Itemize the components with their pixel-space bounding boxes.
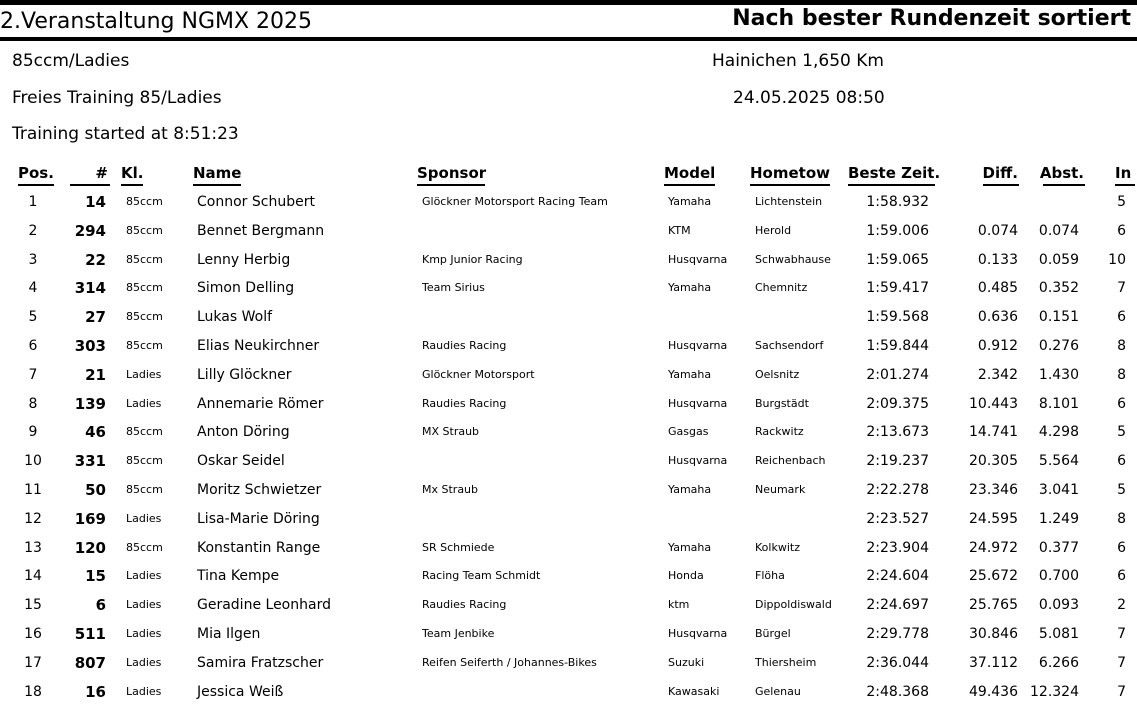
cell-in: 7	[1117, 684, 1126, 700]
table-row	[0, 361, 1137, 389]
cell-best: 2:19.237	[866, 453, 929, 469]
cell-in: 7	[1117, 655, 1126, 671]
cell-gap: 0.276	[1038, 338, 1079, 354]
cell-in: 6	[1117, 453, 1126, 469]
table-row	[0, 591, 1137, 619]
cell-model: Husqvarna	[668, 454, 728, 467]
cell-name: Elias Neukirchner	[197, 338, 320, 354]
cell-diff: 0.133	[977, 252, 1018, 268]
cell-num: 511	[74, 625, 106, 643]
cell-class: 85ccm	[126, 253, 163, 266]
cell-sponsor: Glöckner Motorsport Racing Team	[422, 195, 608, 208]
cell-sponsor: Raudies Racing	[422, 598, 507, 611]
cell-best: 2:22.278	[866, 482, 929, 498]
cell-in: 7	[1117, 626, 1126, 642]
cell-in: 2	[1117, 597, 1126, 613]
col-num-header: #	[95, 164, 108, 182]
cell-num: 15	[85, 567, 106, 585]
cell-name: Anton Döring	[197, 424, 290, 440]
cell-name: Lenny Herbig	[197, 252, 291, 268]
cell-in: 5	[1117, 424, 1126, 440]
col-gap-header: Abst.	[1039, 164, 1084, 182]
cell-model: Gasgas	[668, 425, 709, 438]
event-title: 2.Veranstaltung NGMX 2025	[0, 9, 313, 34]
underline-in	[1115, 184, 1135, 186]
cell-hometown: Herold	[755, 224, 792, 237]
table-row	[0, 274, 1137, 302]
cell-diff: 20.305	[969, 453, 1018, 469]
cell-class: Ladies	[126, 685, 162, 698]
cell-gap: 0.074	[1038, 223, 1079, 239]
track-label: Hainichen 1,650 Km	[712, 51, 884, 71]
col-model-header: Model	[664, 164, 716, 182]
underline-pos	[18, 184, 54, 186]
cell-diff: 14.741	[969, 424, 1018, 440]
cell-best: 2:09.375	[866, 396, 929, 412]
cell-class: Ladies	[126, 397, 162, 410]
cell-sponsor: Raudies Racing	[422, 397, 507, 410]
cell-model: Yamaha	[668, 368, 712, 381]
cell-name: Annemarie Römer	[197, 396, 324, 412]
cell-class: 85ccm	[126, 195, 163, 208]
cell-model: Honda	[668, 569, 704, 582]
cell-sponsor: Racing Team Schmidt	[422, 569, 541, 582]
table-row	[0, 562, 1137, 590]
cell-hometown: Rackwitz	[755, 425, 804, 438]
col-best-header: Beste Zeit.	[848, 164, 941, 182]
cell-name: Konstantin Range	[197, 540, 321, 556]
table-row	[0, 418, 1137, 446]
cell-name: Lisa-Marie Döring	[197, 511, 320, 527]
cell-diff: 25.672	[969, 568, 1018, 584]
cell-num: 294	[74, 222, 106, 240]
cell-best: 2:01.274	[866, 367, 929, 383]
cell-class: 85ccm	[126, 541, 163, 554]
cell-name: Connor Schubert	[197, 194, 315, 210]
cell-name: Samira Fratzscher	[197, 655, 324, 671]
cell-diff: 0.912	[977, 338, 1018, 354]
cell-best: 2:24.604	[866, 568, 929, 584]
cell-in: 6	[1117, 540, 1126, 556]
cell-hometown: Neumark	[755, 483, 806, 496]
cell-pos: 2	[28, 223, 38, 239]
cell-class: Ladies	[126, 569, 162, 582]
cell-gap: 0.093	[1038, 597, 1079, 613]
col-class-header: Kl.	[121, 164, 144, 182]
cell-in: 8	[1117, 367, 1126, 383]
cell-diff: 23.346	[969, 482, 1018, 498]
cell-num: 50	[85, 481, 106, 499]
table-row	[0, 246, 1137, 274]
cell-num: 139	[74, 395, 106, 413]
cell-best: 1:59.844	[866, 338, 929, 354]
cell-num: 331	[74, 452, 106, 470]
cell-pos: 10	[24, 453, 42, 469]
cell-in: 6	[1117, 396, 1126, 412]
cell-name: Geradine Leonhard	[197, 597, 331, 613]
table-row	[0, 620, 1137, 648]
col-hometown-header: Hometow	[750, 164, 830, 182]
cell-gap: 0.377	[1038, 540, 1079, 556]
cell-class: Ladies	[126, 598, 162, 611]
cell-in: 8	[1117, 338, 1126, 354]
cell-gap: 5.564	[1038, 453, 1079, 469]
cell-gap: 6.266	[1038, 655, 1079, 671]
cell-class: 85ccm	[126, 454, 163, 467]
cell-name: Moritz Schwietzer	[197, 482, 322, 498]
cell-best: 1:58.932	[866, 194, 929, 210]
underline-diff	[983, 184, 1019, 186]
cell-best: 2:23.904	[866, 540, 929, 556]
cell-in: 5	[1117, 194, 1126, 210]
table-row	[0, 303, 1137, 331]
cell-best: 2:13.673	[866, 424, 929, 440]
table-row	[0, 332, 1137, 360]
cell-diff: 24.972	[969, 540, 1018, 556]
cell-name: Bennet Bergmann	[197, 223, 325, 239]
cell-hometown: Gelenau	[755, 685, 801, 698]
cell-best: 2:24.697	[866, 597, 929, 613]
cell-pos: 6	[28, 338, 38, 354]
cell-gap: 8.101	[1038, 396, 1079, 412]
cell-pos: 9	[28, 424, 38, 440]
cell-num: 314	[74, 279, 106, 297]
cell-gap: 12.324	[1030, 684, 1079, 700]
col-name-header: Name	[193, 164, 242, 182]
cell-sponsor: Team Jenbike	[422, 627, 495, 640]
cell-model: KTM	[668, 224, 691, 237]
table-row	[0, 476, 1137, 504]
cell-model: Kawasaki	[668, 685, 720, 698]
cell-class: 85ccm	[126, 281, 163, 294]
cell-in: 6	[1117, 223, 1126, 239]
cell-best: 1:59.417	[866, 280, 929, 296]
cell-diff: 25.765	[969, 597, 1018, 613]
table-row	[0, 505, 1137, 533]
cell-model: Husqvarna	[668, 253, 728, 266]
cell-in: 7	[1117, 280, 1126, 296]
table-header	[0, 164, 1137, 185]
cell-num: 807	[74, 654, 106, 672]
cell-model: Yamaha	[668, 541, 712, 554]
cell-hometown: Bürgel	[755, 627, 791, 640]
cell-class: Ladies	[126, 656, 162, 669]
cell-hometown: Dippoldiswald	[755, 598, 832, 611]
cell-class: Ladies	[126, 512, 162, 525]
cell-pos: 8	[28, 396, 38, 412]
cell-class: 85ccm	[126, 339, 163, 352]
cell-num: 27	[85, 308, 106, 326]
cell-hometown: Kolkwitz	[755, 541, 800, 554]
cell-model: ktm	[668, 598, 690, 611]
cell-pos: 5	[28, 309, 38, 325]
cell-diff: 30.846	[969, 626, 1018, 642]
col-diff-header: Diff.	[982, 164, 1018, 182]
cell-pos: 1	[28, 194, 38, 210]
cell-best: 2:48.368	[866, 684, 929, 700]
table-row	[0, 649, 1137, 677]
cell-pos: 15	[24, 597, 42, 613]
cell-name: Lukas Wolf	[197, 309, 273, 325]
underline-class	[121, 184, 143, 186]
cell-gap: 4.298	[1038, 424, 1079, 440]
start-time-label: Training started at 8:51:23	[12, 124, 239, 144]
cell-name: Lilly Glöckner	[197, 367, 292, 383]
title-rule	[0, 37, 1137, 41]
cell-model: Yamaha	[668, 483, 712, 496]
table-row	[0, 447, 1137, 475]
cell-hometown: Lichtenstein	[755, 195, 823, 208]
cell-num: 46	[85, 423, 106, 441]
underline-name	[193, 184, 241, 186]
cell-class: Ladies	[126, 368, 162, 381]
underline-sponsor	[417, 184, 485, 186]
col-in-header: In	[1115, 164, 1132, 182]
cell-num: 22	[85, 251, 106, 269]
cell-model: Husqvarna	[668, 397, 728, 410]
cell-diff: 0.074	[977, 223, 1018, 239]
cell-hometown: Oelsnitz	[755, 368, 800, 381]
top-rule	[0, 0, 1137, 5]
cell-in: 5	[1117, 482, 1126, 498]
cell-name: Mia Ilgen	[197, 626, 261, 642]
cell-pos: 16	[24, 626, 42, 642]
session-label: Freies Training 85/Ladies	[12, 88, 222, 108]
cell-num: 169	[74, 510, 106, 528]
cell-hometown: Flöha	[755, 569, 785, 582]
cell-in: 8	[1117, 511, 1126, 527]
cell-num: 21	[85, 366, 106, 384]
cell-sponsor: Glöckner Motorsport	[422, 368, 535, 381]
cell-name: Oskar Seidel	[197, 453, 285, 469]
cell-model: Yamaha	[668, 281, 712, 294]
cell-best: 1:59.568	[866, 309, 929, 325]
cell-model: Suzuki	[668, 656, 705, 669]
cell-hometown: Burgstädt	[755, 397, 809, 410]
cell-class: 85ccm	[126, 310, 163, 323]
cell-sponsor: SR Schmiede	[422, 541, 495, 554]
cell-sponsor: Reifen Seiferth / Johannes-Bikes	[422, 656, 597, 669]
cell-name: Tina Kempe	[197, 568, 280, 584]
cell-num: 120	[74, 539, 106, 557]
cell-best: 1:59.065	[866, 252, 929, 268]
cell-in: 6	[1117, 568, 1126, 584]
cell-name: Jessica Weiß	[197, 684, 284, 700]
cell-hometown: Sachsendorf	[755, 339, 824, 352]
cell-hometown: Reichenbach	[755, 454, 826, 467]
cell-num: 303	[74, 337, 106, 355]
underline-num	[70, 184, 110, 186]
cell-diff: 0.636	[977, 309, 1018, 325]
cell-diff: 24.595	[969, 511, 1018, 527]
cell-pos: 14	[24, 568, 42, 584]
cell-in: 6	[1117, 309, 1126, 325]
class-label: 85ccm/Ladies	[12, 51, 130, 71]
cell-name: Simon Delling	[197, 280, 295, 296]
date-time-label: 24.05.2025 08:50	[733, 88, 885, 108]
cell-model: Husqvarna	[668, 339, 728, 352]
cell-num: 6	[95, 596, 106, 614]
cell-gap: 3.041	[1038, 482, 1079, 498]
cell-best: 1:59.006	[866, 223, 929, 239]
underline-gap	[1043, 184, 1085, 186]
cell-pos: 3	[28, 252, 38, 268]
table-row	[0, 390, 1137, 418]
cell-diff: 0.485	[977, 280, 1018, 296]
cell-class: 85ccm	[126, 425, 163, 438]
cell-hometown: Chemnitz	[755, 281, 808, 294]
cell-gap: 0.059	[1038, 252, 1079, 268]
cell-best: 2:36.044	[866, 655, 929, 671]
cell-sponsor: Team Sirius	[422, 281, 485, 294]
cell-pos: 4	[28, 280, 38, 296]
cell-pos: 17	[24, 655, 42, 671]
cell-num: 14	[85, 193, 106, 211]
table-row	[0, 534, 1137, 562]
cell-hometown: Thiersheim	[755, 656, 817, 669]
cell-sponsor: Kmp Junior Racing	[422, 253, 523, 266]
underline-hometown	[750, 184, 830, 186]
table-row	[0, 188, 1137, 216]
cell-hometown: Schwabhause	[755, 253, 831, 266]
cell-gap: 1.430	[1038, 367, 1079, 383]
cell-class: 85ccm	[126, 224, 163, 237]
cell-diff: 37.112	[969, 655, 1018, 671]
cell-class: Ladies	[126, 627, 162, 640]
cell-gap: 0.151	[1038, 309, 1079, 325]
cell-sponsor: Mx Straub	[422, 483, 479, 496]
cell-sponsor: MX Straub	[422, 425, 480, 438]
cell-pos: 7	[28, 367, 38, 383]
cell-class: 85ccm	[126, 483, 163, 496]
cell-num: 16	[85, 683, 106, 701]
cell-in: 10	[1108, 252, 1126, 268]
cell-pos: 12	[24, 511, 42, 527]
sort-note: Nach bester Rundenzeit sortiert	[732, 6, 1131, 31]
cell-gap: 0.700	[1038, 568, 1079, 584]
cell-pos: 18	[24, 684, 42, 700]
cell-model: Husqvarna	[668, 627, 728, 640]
cell-sponsor: Raudies Racing	[422, 339, 507, 352]
cell-gap: 0.352	[1038, 280, 1079, 296]
cell-diff: 49.436	[969, 684, 1018, 700]
cell-model: Yamaha	[668, 195, 712, 208]
underline-best	[848, 184, 935, 186]
col-pos-header: Pos.	[18, 164, 54, 182]
cell-gap: 5.081	[1038, 626, 1079, 642]
cell-best: 2:29.778	[866, 626, 929, 642]
cell-pos: 11	[24, 482, 42, 498]
cell-pos: 13	[24, 540, 42, 556]
cell-diff: 10.443	[969, 396, 1018, 412]
cell-diff: 2.342	[977, 367, 1018, 383]
cell-best: 2:23.527	[866, 511, 929, 527]
table-row	[0, 217, 1137, 245]
col-sponsor-header: Sponsor	[417, 164, 487, 182]
underline-model	[664, 184, 715, 186]
table-row	[0, 678, 1137, 706]
cell-gap: 1.249	[1038, 511, 1079, 527]
